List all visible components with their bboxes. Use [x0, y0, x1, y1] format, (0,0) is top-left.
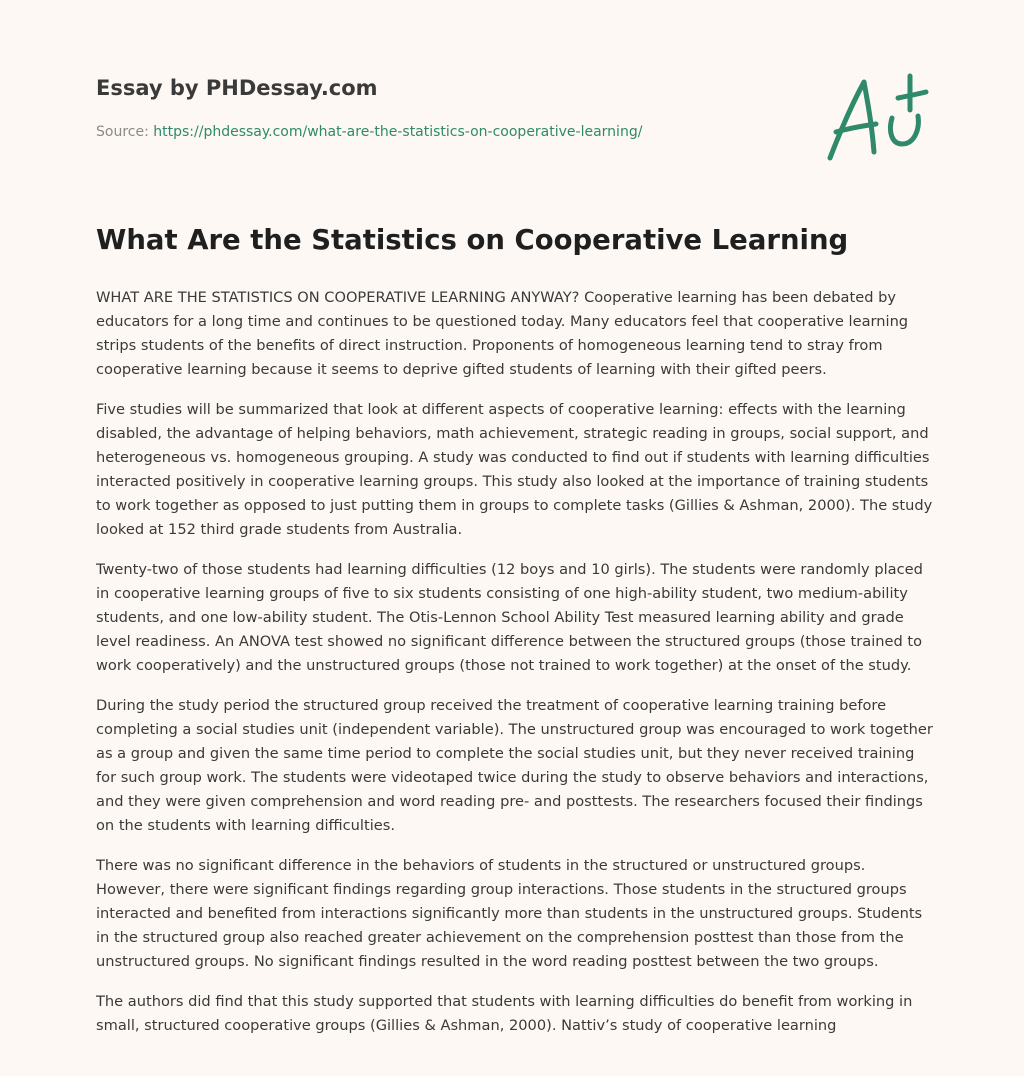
essay-title: What Are the Statistics on Cooperative Learning	[96, 224, 849, 256]
essay-body	[96, 286, 936, 1054]
source-line	[96, 124, 642, 140]
source-label: Source:	[96, 124, 154, 140]
source-link[interactable]: https://phdessay.com/what-are-the-statistics-on-cooperative-learning/	[153, 124, 643, 140]
essay-paragraph: Twenty-two of those students had learning difficulties (12 boys and 10 girls). The students were randomly placed in cooperative learning groups of five to six students consisting of one high-ability student, two medium-ability students, and one low-ability student. The Otis-Lennon School Ability Test measured learning ability and grade level readiness. An ANOVA test showed no significant difference between the structured groups (those trained to work cooperatively) and the unstructured groups (those not trained to work together) at the onset of the study.	[96, 561, 923, 674]
essay-paragraph: Five studies will be summarized that look at different aspects of cooperative learning: effects with the learning disabled, the advantage of helping behaviors, math achievement, strategic reading in groups, social support, and heterogeneous vs. homogeneous grouping. A study was conducted to find out if students with learning difficulties interacted positively in cooperative learning groups. This study also looked at the importance of training students to work together as opposed to just putting them in groups to complete tasks (Gillies & Ashman, 2000). The study looked at 152 third grade students from Australia.	[96, 401, 933, 538]
essay-paragraph: During the study period the structured group received the treatment of cooperative learning training before completing a social studies unit (independent variable). The unstructured group was encouraged to work together as a group and given the same time period to complete the social studies unit, but they never received training for such group work. The students were videotaped twice during the study to observe behaviors and interactions, and they were given comprehension and word reading pre- and posttests. The researchers focused their findings on the students with learning difficulties.	[96, 697, 933, 834]
site-title: Essay by PHDessay.com	[96, 76, 378, 100]
essay-paragraph: The authors did find that this study supported that students with learning difficulties do benefit from working in small, structured cooperative groups (Gillies & Ashman, 2000). Nattiv’s study of cooperative learning	[96, 993, 913, 1034]
essay-paragraph: There was no significant difference in the behaviors of students in the structured or unstructured groups. However, there were significant findings regarding group interactions. Those students in the structured groups interacted and benefited from interactions significantly more than students in the unstructured groups. Students in the structured group also reached greater achievement on the comprehension posttest than those from the unstructured groups. No significant findings resulted in the word reading posttest between the two groups.	[96, 857, 923, 970]
a-plus-logo-icon	[822, 70, 932, 166]
essay-paragraph: WHAT ARE THE STATISTICS ON COOPERATIVE LEARNING ANYWAY? Cooperative learning has been debated by educators for a long time and continues to be questioned today. Many educators feel that cooperative learning strips students of the benefits of direct instruction. Proponents of homogeneous learning tend to stray from cooperative learning because it seems to deprive gifted students of learning with their gifted peers.	[96, 289, 909, 378]
